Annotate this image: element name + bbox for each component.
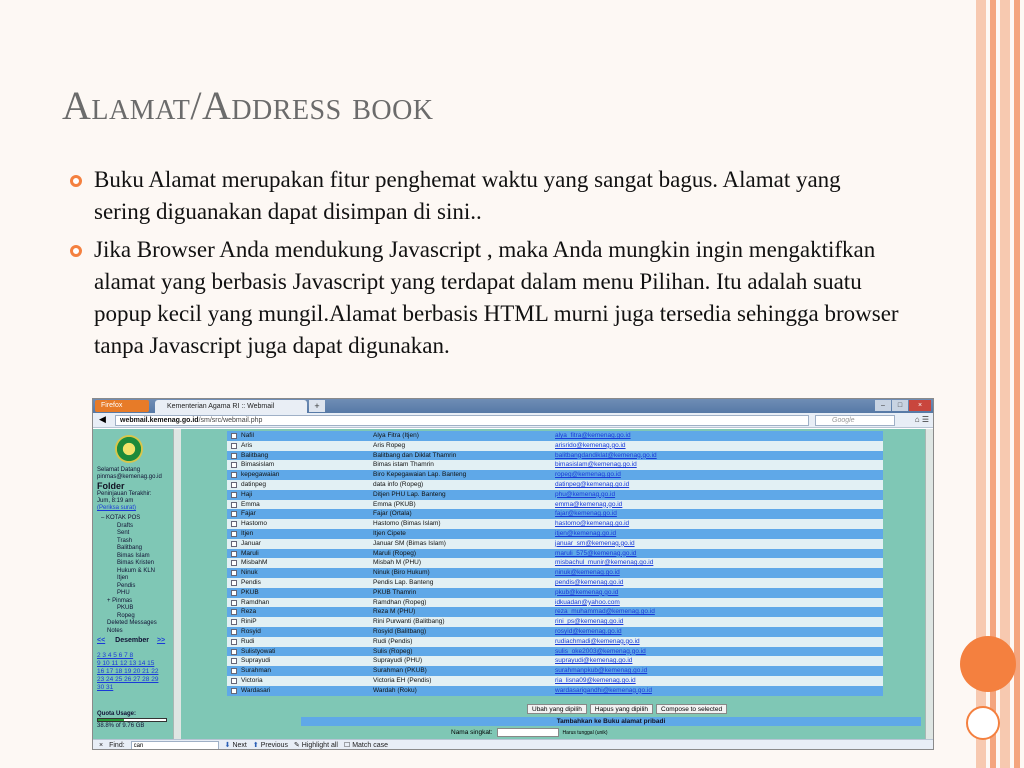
back-icon[interactable]: ◀ bbox=[99, 414, 106, 424]
contact-name: PKUB Thamrin bbox=[373, 588, 417, 596]
folder-item[interactable]: Sent bbox=[117, 530, 130, 536]
folder-inbox[interactable]: – KOTAK POS bbox=[101, 515, 141, 521]
contact-name: Itjen Cipete bbox=[373, 529, 406, 537]
bullet-icon bbox=[70, 245, 82, 257]
row-checkbox[interactable] bbox=[231, 570, 237, 576]
contact-nickname: Ramdhan bbox=[241, 598, 270, 606]
quota-bar bbox=[97, 718, 167, 722]
contact-email-link[interactable]: maruli_575@kemenag.go.id bbox=[555, 549, 637, 557]
table-row bbox=[227, 607, 883, 617]
contact-email-link[interactable]: rudiachmadi@kemenag.go.id bbox=[555, 637, 640, 645]
table-row bbox=[227, 578, 883, 588]
folder-item[interactable]: Hukum & KLN bbox=[117, 567, 156, 574]
table-row bbox=[227, 470, 883, 480]
contact-nickname: Emma bbox=[241, 500, 260, 508]
nickname-input[interactable] bbox=[497, 728, 559, 737]
contact-email-link[interactable]: datinpeg@kemenag.go.id bbox=[555, 480, 630, 488]
row-checkbox[interactable] bbox=[231, 560, 237, 566]
contact-nickname: Ninuk bbox=[241, 569, 258, 577]
folder-item[interactable]: Trash bbox=[117, 537, 133, 544]
row-checkbox[interactable] bbox=[231, 551, 237, 557]
arrow-up-icon: ⬆ bbox=[252, 742, 259, 749]
row-checkbox[interactable] bbox=[231, 609, 237, 615]
folder-item[interactable]: Bimas Islam bbox=[117, 552, 150, 559]
folder-item[interactable]: Itjen bbox=[117, 575, 129, 581]
last-check-time: Jum, 8:19 am bbox=[97, 498, 134, 504]
table-row bbox=[227, 431, 883, 441]
main-scrollbar[interactable] bbox=[925, 429, 934, 739]
contact-nickname: kepegawaian bbox=[241, 471, 280, 479]
calendar-prev-link[interactable]: << bbox=[97, 637, 106, 644]
contact-nickname: Balitbang bbox=[241, 451, 269, 459]
contact-nickname: Reza bbox=[241, 608, 257, 616]
table-row bbox=[227, 480, 883, 490]
row-checkbox[interactable] bbox=[231, 531, 237, 537]
contact-nickname: Haji bbox=[241, 490, 253, 498]
ministry-logo bbox=[115, 435, 143, 463]
folder-list bbox=[97, 515, 162, 635]
contact-name: Wardah (Roku) bbox=[373, 686, 417, 694]
compose-selected-button[interactable]: Compose to selected bbox=[656, 704, 727, 714]
contact-email-link[interactable]: phu@kemenag.go.id bbox=[555, 490, 616, 498]
table-row bbox=[227, 598, 883, 608]
quota-text: 38.8% of 9.76 GB bbox=[97, 723, 145, 729]
contact-nickname: Hastomo bbox=[241, 520, 268, 528]
edit-selected-button[interactable]: Ubah yang dipilih bbox=[527, 704, 587, 714]
calendar bbox=[97, 637, 173, 692]
add-contact-heading: Tambahkan ke Buku alamat pribadi bbox=[301, 717, 921, 726]
contact-email-link[interactable]: reza_muhammad@kemenag.go.id bbox=[555, 608, 655, 616]
table-row bbox=[227, 549, 883, 559]
table-row bbox=[227, 588, 883, 598]
table-row bbox=[227, 656, 883, 666]
contact-nickname: RiniP bbox=[241, 618, 257, 626]
calendar-next-link[interactable]: >> bbox=[156, 637, 166, 644]
address-book-panel bbox=[181, 429, 934, 739]
contact-name: Alya Fitra (Itjen) bbox=[373, 432, 419, 439]
contact-name: Januar SM (Bimas Islam) bbox=[373, 539, 446, 547]
decorative-circle bbox=[960, 636, 1016, 692]
table-row bbox=[227, 666, 883, 676]
contact-name: Sulis (Ropeg) bbox=[373, 647, 413, 655]
row-checkbox[interactable] bbox=[231, 619, 237, 625]
contact-nickname: Victoria bbox=[241, 676, 263, 684]
row-checkbox[interactable] bbox=[231, 541, 237, 547]
table-row bbox=[227, 676, 883, 686]
find-previous-button[interactable]: ⬆ Previous bbox=[252, 742, 288, 749]
slide-title: Alamat/Address book bbox=[62, 83, 434, 128]
highlight-all-button[interactable]: ✎ Highlight all bbox=[293, 742, 338, 749]
calendar-week[interactable]: 2 3 4 5 6 7 8 bbox=[97, 652, 134, 659]
table-row bbox=[227, 558, 883, 568]
url-bar[interactable]: webmail.kemenag.go.id/sm/src/webmail.php bbox=[115, 415, 809, 426]
contact-email-link[interactable]: arisrido@kemenag.go.id bbox=[555, 441, 626, 449]
new-tab-button[interactable]: + bbox=[309, 400, 325, 412]
checkbox-icon: ☐ bbox=[343, 742, 351, 749]
row-checkbox[interactable] bbox=[231, 472, 237, 478]
contact-email-link[interactable]: hastomo@kemenag.go.id bbox=[555, 520, 630, 528]
contact-nickname: Itjen bbox=[241, 529, 254, 537]
table-row bbox=[227, 637, 883, 647]
calendar-week[interactable]: 23 24 25 26 27 28 29 bbox=[97, 676, 159, 683]
contact-email-link[interactable]: januar_sm@kemenag.go.id bbox=[555, 539, 635, 547]
contact-name: Pendis Lap. Banteng bbox=[373, 578, 434, 586]
row-checkbox[interactable] bbox=[231, 521, 237, 527]
row-checkbox[interactable] bbox=[231, 668, 237, 674]
contact-nickname: Surahman bbox=[241, 667, 271, 675]
contact-name: Surahman (PKUB) bbox=[373, 667, 427, 675]
table-row bbox=[227, 490, 883, 500]
contact-nickname: Wardasari bbox=[241, 686, 271, 694]
folder-pinmas[interactable]: + Pinmas bbox=[107, 597, 133, 604]
contact-name: Ditjen PHU Lap. Banteng bbox=[373, 490, 446, 498]
calendar-week[interactable]: 30 31 bbox=[97, 684, 114, 691]
row-checkbox[interactable] bbox=[231, 629, 237, 635]
contact-email-link[interactable]: ropeg@kemenag.go.id bbox=[555, 471, 621, 479]
row-checkbox[interactable] bbox=[231, 502, 237, 508]
contact-nickname: Nafil bbox=[241, 432, 255, 439]
calendar-week[interactable]: 16 17 18 19 20 21 22 bbox=[97, 668, 159, 675]
row-checkbox[interactable] bbox=[231, 482, 237, 488]
contact-name: Balitbang dan Diklat Thamrin bbox=[373, 451, 457, 459]
folder-item[interactable]: Ropeg bbox=[117, 612, 135, 619]
contact-nickname: Fajar bbox=[241, 510, 256, 518]
contact-name: Aris Ropeg bbox=[373, 441, 406, 449]
contact-nickname: datinpeg bbox=[241, 480, 266, 488]
contact-email-link[interactable]: wardasarigandhi@kemenag.go.id bbox=[555, 686, 652, 694]
row-checkbox[interactable] bbox=[231, 453, 237, 459]
contact-name: data info (Ropeg) bbox=[373, 480, 424, 488]
row-checkbox[interactable] bbox=[231, 639, 237, 645]
tab-webmail[interactable]: Kementerian Agama RI :: Webmail bbox=[155, 400, 307, 413]
contact-email-link[interactable]: alya_fitra@kemenag.go.id bbox=[555, 432, 631, 439]
table-row bbox=[227, 451, 883, 461]
row-checkbox[interactable] bbox=[231, 433, 237, 439]
folder-item[interactable]: Bimas Kristen bbox=[117, 560, 155, 566]
folder-item[interactable]: PKUB bbox=[117, 605, 134, 611]
table-row bbox=[227, 460, 883, 470]
bullet-item: Jika Browser Anda mendukung Javascript , maka Anda mungkin ingin mengaktifkan alamat yang berbasis Javascript yang terdapat dalam menu Pilihan. Itu adalah suatu popup kecil yang mungil.Alamat berbasis HTML murni juga tersedia sehingga browser tanpa Javascript juga dapat digunakan. bbox=[70, 234, 900, 362]
contact-nickname: Rudi bbox=[241, 637, 255, 645]
row-checkbox[interactable] bbox=[231, 688, 237, 694]
table-row bbox=[227, 529, 883, 539]
contact-nickname: Rosyid bbox=[241, 627, 261, 635]
row-checkbox[interactable] bbox=[231, 658, 237, 664]
folder-deleted[interactable]: Deleted Messages bbox=[107, 620, 157, 626]
bullet-item: Buku Alamat merupakan fitur penghemat waktu yang sangat bagus. Alamat yang sering diguanakan dapat disimpan di sini.. bbox=[70, 164, 900, 228]
table-row bbox=[227, 647, 883, 657]
highlighter-icon: ✎ bbox=[293, 742, 300, 749]
contact-nickname: Sulistyowati bbox=[241, 647, 276, 655]
table-row bbox=[227, 627, 883, 637]
quota-usage bbox=[97, 711, 167, 729]
contact-email-link[interactable]: suprayudi@kemenag.go.id bbox=[555, 657, 633, 665]
contact-email-link[interactable]: itjen@kemenag.go.id bbox=[555, 529, 617, 537]
contact-email-link[interactable]: ria_lisna09@kemenag.go.id bbox=[555, 676, 636, 684]
contact-email-link[interactable]: misbachul_munir@kemenag.go.id bbox=[555, 559, 654, 567]
table-row bbox=[227, 519, 883, 529]
folder-heading: Folder bbox=[97, 481, 125, 491]
table-row bbox=[227, 568, 883, 578]
nickname-hint: Harus tunggal (unik) bbox=[562, 729, 608, 736]
contact-email-link[interactable]: emma@kemenag.go.id bbox=[555, 500, 623, 508]
maximize-button[interactable]: □ bbox=[892, 400, 908, 411]
contact-email-link[interactable]: ninuk@kemenag.go.id bbox=[555, 569, 620, 577]
arrow-down-icon: ⬇ bbox=[224, 742, 231, 749]
row-checkbox[interactable] bbox=[231, 580, 237, 586]
contact-email-link[interactable]: pendis@kemenag.go.id bbox=[555, 578, 624, 586]
contact-name: Emma (PKUB) bbox=[373, 500, 416, 508]
webmail-screenshot bbox=[92, 398, 934, 750]
close-find-icon[interactable]: × bbox=[99, 742, 104, 749]
row-checkbox[interactable] bbox=[231, 678, 237, 684]
contact-nickname: Pendis bbox=[241, 578, 261, 586]
folder-item[interactable]: Drafts bbox=[117, 522, 134, 529]
folder-notes[interactable]: Notes bbox=[107, 627, 123, 634]
table-row bbox=[227, 539, 883, 549]
table-row bbox=[227, 686, 883, 696]
decorative-ring bbox=[966, 706, 1000, 740]
row-checkbox[interactable] bbox=[231, 649, 237, 655]
delete-selected-button[interactable]: Hapus yang dipilih bbox=[590, 704, 653, 714]
contact-name: Suprayudi (PHU) bbox=[373, 657, 423, 665]
contact-email-link[interactable]: rini_ps@kemenag.go.id bbox=[555, 618, 624, 626]
contact-name: Biro Kepegawaian Lap. Banteng bbox=[373, 471, 467, 479]
contact-nickname: Januar bbox=[241, 539, 261, 547]
calendar-week[interactable]: 9 10 11 12 13 14 15 bbox=[97, 660, 155, 667]
user-email: pinmas@kemenag.go.id bbox=[97, 474, 162, 480]
bullet-icon bbox=[70, 175, 82, 187]
contact-nickname: Suprayudi bbox=[241, 657, 271, 665]
contact-name: Victoria EH (Pendis) bbox=[373, 676, 432, 684]
contact-email-link[interactable]: pkub@kemenag.go.id bbox=[555, 588, 619, 596]
contact-email-link[interactable]: surahmanpkub@kemenag.go.id bbox=[555, 667, 648, 675]
row-checkbox[interactable] bbox=[231, 590, 237, 596]
match-case-checkbox[interactable]: ☐ Match case bbox=[343, 742, 388, 749]
check-mail-link[interactable]: (Periksa surat) bbox=[97, 505, 137, 511]
sidebar bbox=[93, 429, 173, 739]
table-row bbox=[227, 500, 883, 510]
find-label: Find: bbox=[109, 742, 125, 749]
row-checkbox[interactable] bbox=[231, 600, 237, 606]
row-checkbox[interactable] bbox=[231, 462, 237, 468]
bullet-list bbox=[70, 164, 900, 368]
last-check-label: Peninjauan Terakhir: bbox=[97, 491, 152, 497]
table-row bbox=[227, 509, 883, 519]
contact-email-link[interactable]: idkuadan@yahoo.com bbox=[555, 598, 620, 606]
contact-nickname: MisbahM bbox=[241, 559, 268, 567]
window-controls bbox=[875, 400, 931, 411]
row-checkbox[interactable] bbox=[231, 443, 237, 449]
contact-nickname: Maruli bbox=[241, 549, 259, 557]
welcome-text: Selamat Datang bbox=[97, 467, 141, 473]
navigation-bar bbox=[93, 413, 933, 428]
contact-name: Fajar (Ortala) bbox=[373, 510, 412, 518]
contact-email-link[interactable]: rosyid@kemenag.go.id bbox=[555, 627, 622, 635]
minimize-button[interactable]: – bbox=[875, 400, 891, 411]
folder-item[interactable]: Pendis bbox=[117, 582, 136, 589]
quota-label: Quota Usage: bbox=[97, 711, 137, 717]
contact-email-link[interactable]: balitbangdandiklat@kemenag.go.id bbox=[555, 451, 657, 459]
contact-name: Reza M (PHU) bbox=[373, 608, 416, 616]
contact-email-link[interactable]: sulis_oke2003@kemenag.go.id bbox=[555, 647, 646, 655]
contact-name: Maruli (Ropeg) bbox=[373, 549, 416, 557]
find-input[interactable] bbox=[131, 741, 219, 750]
contact-nickname: Aris bbox=[241, 441, 253, 449]
contact-table bbox=[227, 431, 883, 696]
action-buttons bbox=[527, 704, 727, 714]
contact-name: Rudi (Pendis) bbox=[373, 637, 413, 645]
table-row bbox=[227, 441, 883, 451]
contact-nickname: Bimasislam bbox=[241, 461, 275, 469]
contact-name: Bimas istam Thamrin bbox=[373, 461, 434, 469]
nickname-row bbox=[451, 728, 608, 737]
sidebar-scrollbar[interactable] bbox=[173, 429, 181, 739]
contact-email-link[interactable]: fajar@kemenag.go.id bbox=[555, 510, 617, 518]
home-icon[interactable]: ⌂ bbox=[914, 415, 920, 424]
calendar-month: Desember bbox=[115, 637, 149, 644]
firefox-menu-button[interactable]: Firefox bbox=[95, 400, 149, 412]
row-checkbox[interactable] bbox=[231, 511, 237, 517]
contact-email-link[interactable]: bimasislam@kemenag.go.id bbox=[555, 461, 637, 469]
contact-nickname: PKUB bbox=[241, 588, 259, 596]
find-bar bbox=[93, 739, 934, 750]
table-row bbox=[227, 617, 883, 627]
contact-name: Rini Purwanti (Balitbang) bbox=[373, 618, 445, 626]
find-next-button[interactable]: ⬇ Next bbox=[224, 742, 247, 749]
folder-item[interactable]: Balitbang bbox=[117, 545, 143, 551]
contact-name: Misbah M (PHU) bbox=[373, 559, 422, 567]
contact-name: Rosyid (Balitbang) bbox=[373, 627, 427, 635]
quota-fill bbox=[98, 719, 124, 721]
toolbar-icons bbox=[915, 415, 929, 424]
contact-name: Ninuk (Biro Hukum) bbox=[373, 569, 430, 577]
tab-bar bbox=[93, 399, 933, 413]
row-checkbox[interactable] bbox=[231, 492, 237, 498]
contact-name: Ramdhan (Ropeg) bbox=[373, 598, 427, 606]
contact-name: Hastomo (Bimas Islam) bbox=[373, 520, 441, 528]
folder-item[interactable]: PHU bbox=[117, 590, 130, 596]
bookmarks-icon[interactable]: ☰ bbox=[921, 415, 929, 424]
search-input[interactable]: Google bbox=[815, 415, 895, 426]
close-button[interactable]: × bbox=[909, 400, 931, 411]
nickname-label: Nama singkat: bbox=[451, 729, 493, 736]
